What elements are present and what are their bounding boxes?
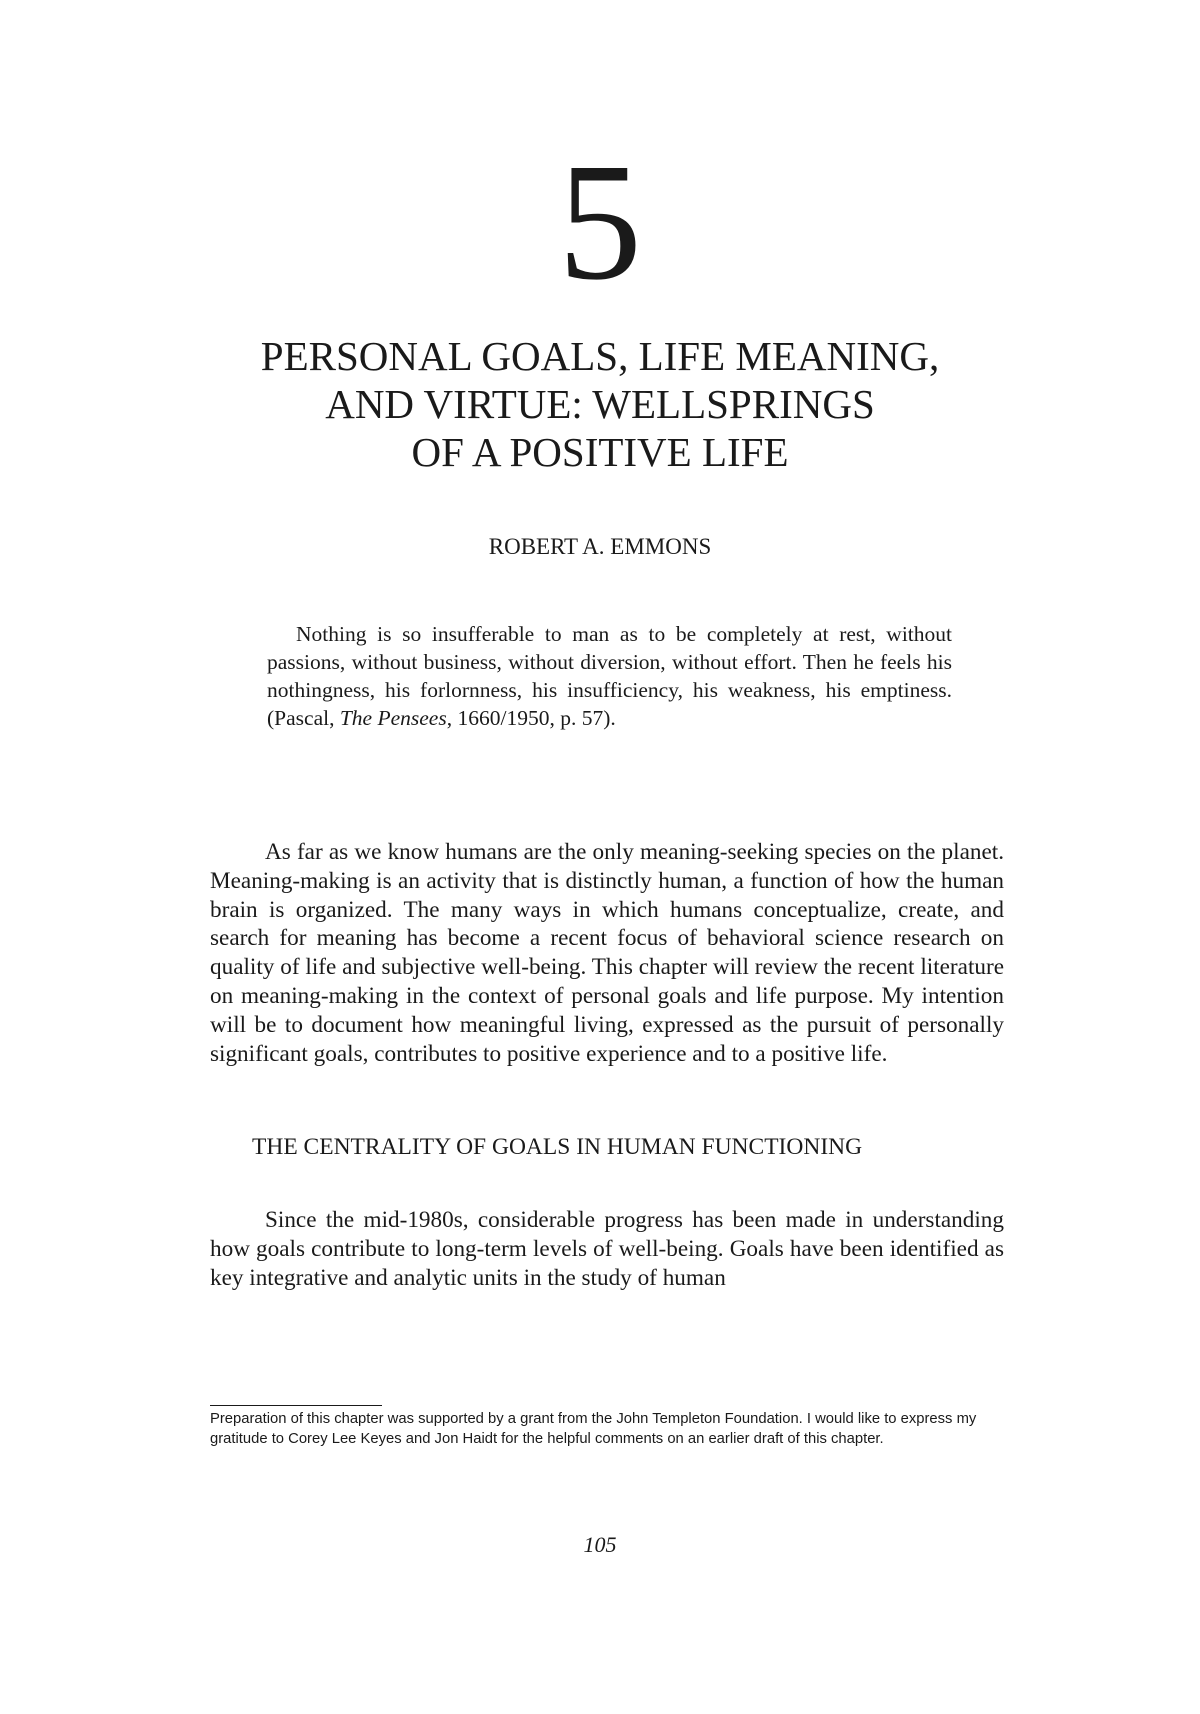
body-paragraph-1: As far as we know humans are the only meaning-seeking species on the planet. Meaning-making is an activity that is distinctly human, a function of how the human brain is organized. The many ways in which humans conceptualize, create, and search for meaning has become a recent focus of behavioral science research on quality of life and subjective well-being. This chapter will review the recent literature on meaning-making in the context of personal goals and life purpose. My intention will be to document how meaningful living, expressed as the pursuit of personally significant goals, contributes to positive experience and to a positive life. [210,839,1004,1067]
epigraph-work-title: The Pensees [339,706,447,730]
footnote: Preparation of this chapter was supported by a grant from the John Templeton Foundation. I would like to express my gratitude to Corey Lee Keyes and Jon Haidt for the helpful comments on an earlier draft of this chapter. [210,1411,977,1447]
chapter-number: 5 [558,129,642,315]
chapter-title-line-2: AND VIRTUE: WELLSPRINGS [325,381,875,427]
epigraph-text-after: , 1660/1950, p. 57). [446,706,616,730]
chapter-title-line-1: PERSONAL GOALS, LIFE MEANING, [260,333,940,379]
epigraph [267,620,952,732]
epigraph-text-before: Nothing is so insufferable to man as to be completely at rest, without passions, without business, without diversion, without effort. Then he feels his nothingness, his forlornness, his insufficiency, his weakness, his emptiness. (Pascal, [267,622,952,730]
page-number: 105 [583,1532,617,1557]
footnote-divider [210,1405,382,1406]
section-heading: THE CENTRALITY OF GOALS IN HUMAN FUNCTIONING [252,1134,863,1160]
chapter-title-line-3: OF A POSITIVE LIFE [411,429,789,475]
body-paragraph-2: Since the mid-1980s, considerable progress has been made in understanding how goals contribute to long-term levels of well-being. Goals have been identified as key integrative and analytic units in the study of human [210,1207,1004,1291]
chapter-title [0,332,1200,476]
chapter-author: ROBERT A. EMMONS [488,534,712,559]
